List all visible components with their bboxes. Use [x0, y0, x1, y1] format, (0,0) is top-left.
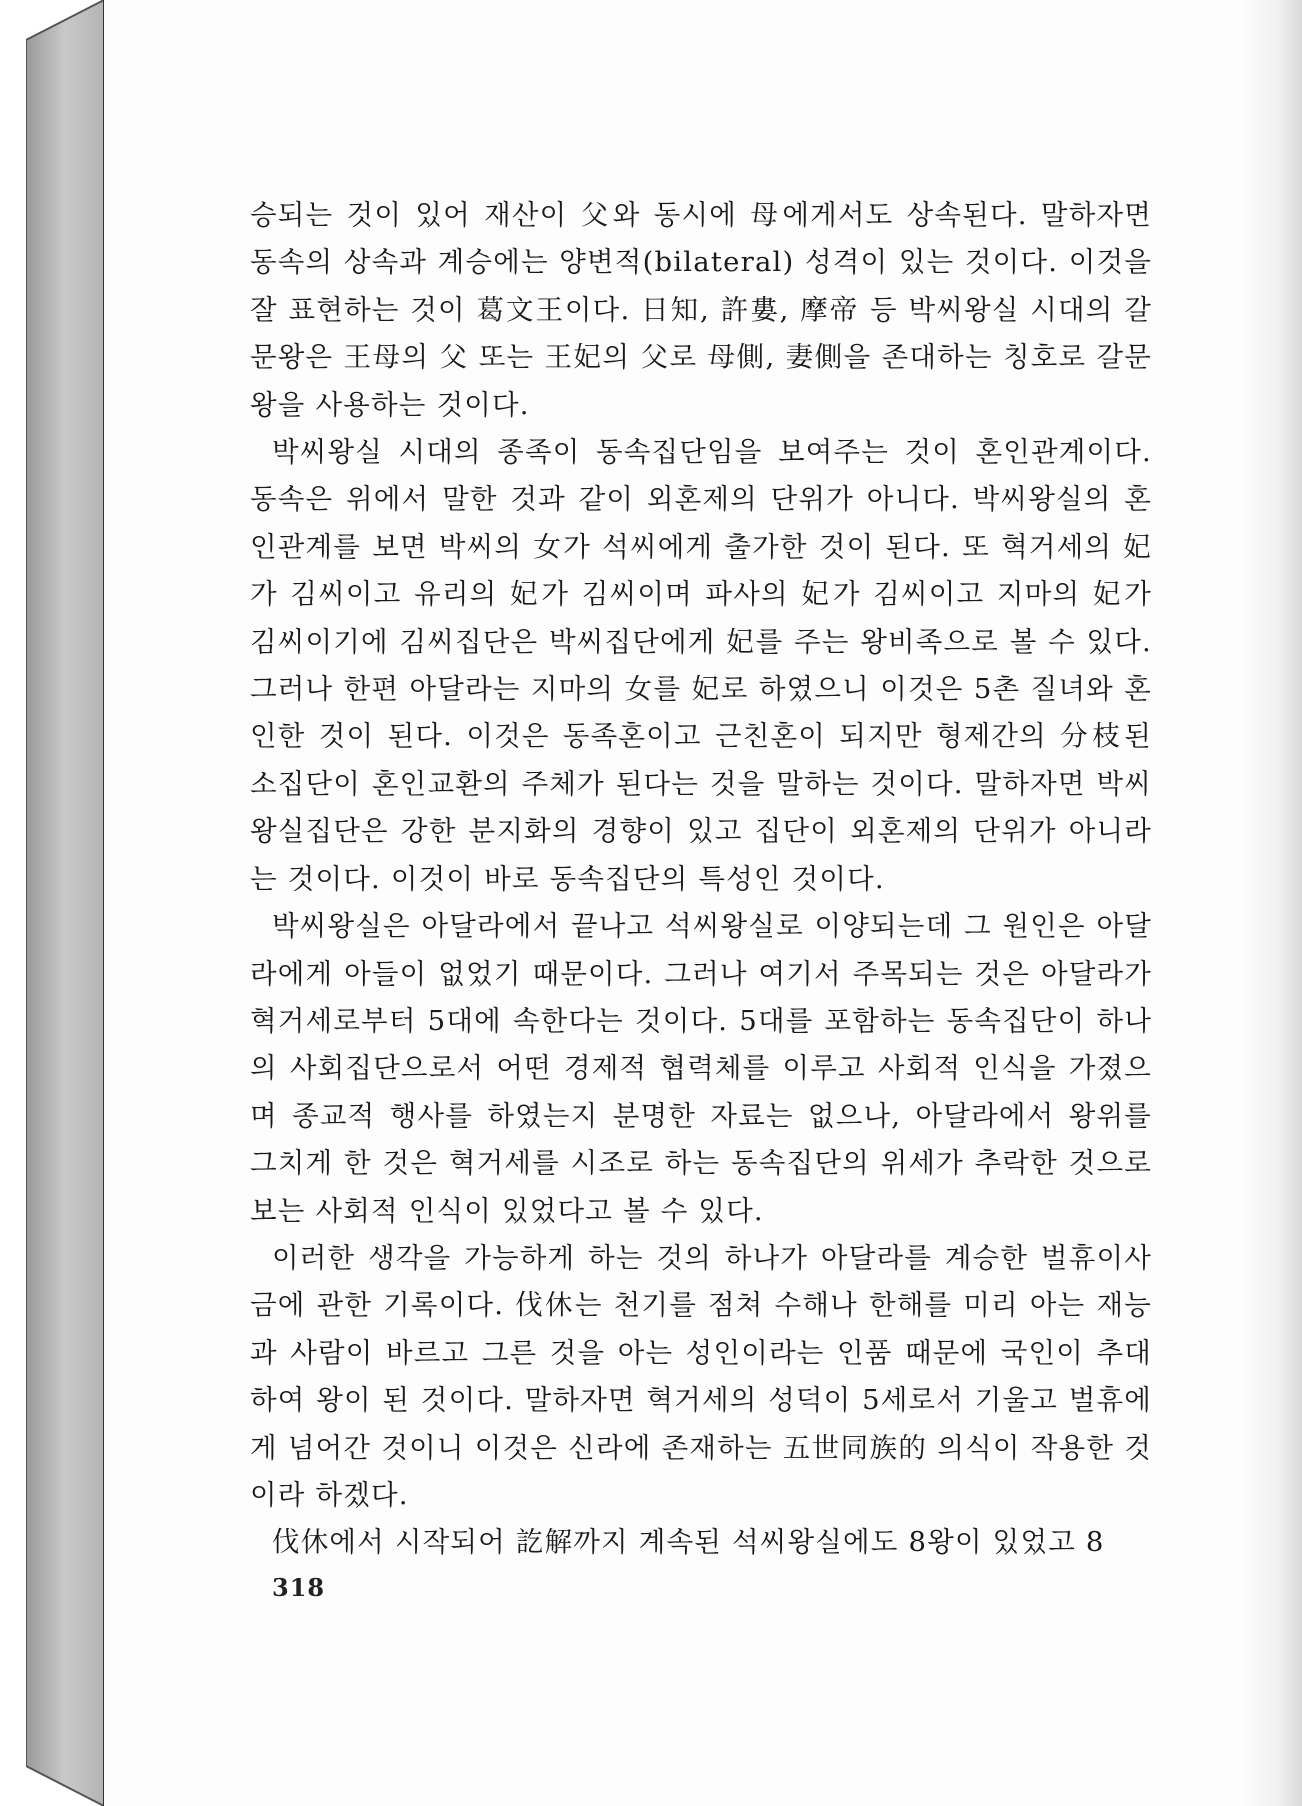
paragraph-4: 이러한 생각을 가능하게 하는 것의 하나가 아달라를 계승한 벌휴이사금에 관한 기록이다. 伐休는 천기를 점쳐 수해나 한해를 미리 아는 재능과 사람이 바르고 그른 것을 아는 성인이라는 인품 때문에 국인이 추대하여 왕이 된 것이다. 말하자면 혁거세의 성덕이 5세로서 기울고 벌휴에게 넘어간 것이니 이것은 신라에 존재하는 五世同族的 의식이 작용한 것이라 하겠다. [250, 1241, 1152, 1511]
page-shadow [1242, 0, 1302, 1806]
paragraph-5: 伐休에서 시작되어 訖解까지 계속된 석씨왕실에도 8왕이 있었고 8 [272, 1526, 1105, 1559]
body-text [250, 192, 1152, 1567]
paragraph-2: 박씨왕실 시대의 종족이 동속집단임을 보여주는 것이 혼인관계이다. 동속은 위에서 말한 것과 같이 외혼제의 단위가 아니다. 박씨왕실의 혼인관계를 보면 박씨의 女가 석씨에게 출가한 것이 된다. 또 혁거세의 妃가 김씨이고 유리의 妃가 김씨이며 파사의 妃가 김씨이고 지마의 妃가 김씨이기에 김씨집단은 박씨집단에게 妃를 주는 왕비족으로 볼 수 있다. 그러나 한편 아달라는 지마의 女를 妃로 하였으니 이것은 5촌 질녀와 혼인한 것이 된다. 이것은 동족혼이고 근친혼이 되지만 형제간의 分枝된 소집단이 혼인교환의 주체가 된다는 것을 말하는 것이다. 말하자면 박씨왕실집단은 강한 분지화의 경향이 있고 집단이 외혼제의 단위가 아니라는 것이다. 이것이 바로 동속집단의 특성인 것이다. [250, 436, 1152, 895]
book-spine-edge [26, 0, 106, 1806]
paragraph-3: 박씨왕실은 아달라에서 끝나고 석씨왕실로 이양되는데 그 원인은 아달라에게 아들이 없었기 때문이다. 그러나 여기서 주목되는 것은 아달라가 혁거세로부터 5대에 속한다는 것이다. 5대를 포함하는 동속집단이 하나의 사회집단으로서 어떤 경제적 협력체를 이루고 사회적 인식을 가졌으며 종교적 행사를 하였는지 분명한 자료는 없으나, 아달라에서 왕위를 그치게 한 것은 혁거세를 시조로 하는 동속집단의 위세가 추락한 것으로 보는 사회적 인식이 있었다고 볼 수 있다. [250, 910, 1152, 1227]
page-number: 318 [272, 1573, 326, 1602]
paragraph-1: 승되는 것이 있어 재산이 父와 동시에 母에게서도 상속된다. 말하자면 동속의 상속과 계승에는 양변적(bilateral) 성격이 있는 것이다. 이것을 잘 표현하는 것이 葛文王이다. 日知, 許婁, 摩帝 등 박씨왕실 시대의 갈문왕은 王母의 父 또는 王妃의 父로 母側, 妻側을 존대하는 칭호로 갈문왕을 사용하는 것이다. [250, 199, 1152, 421]
